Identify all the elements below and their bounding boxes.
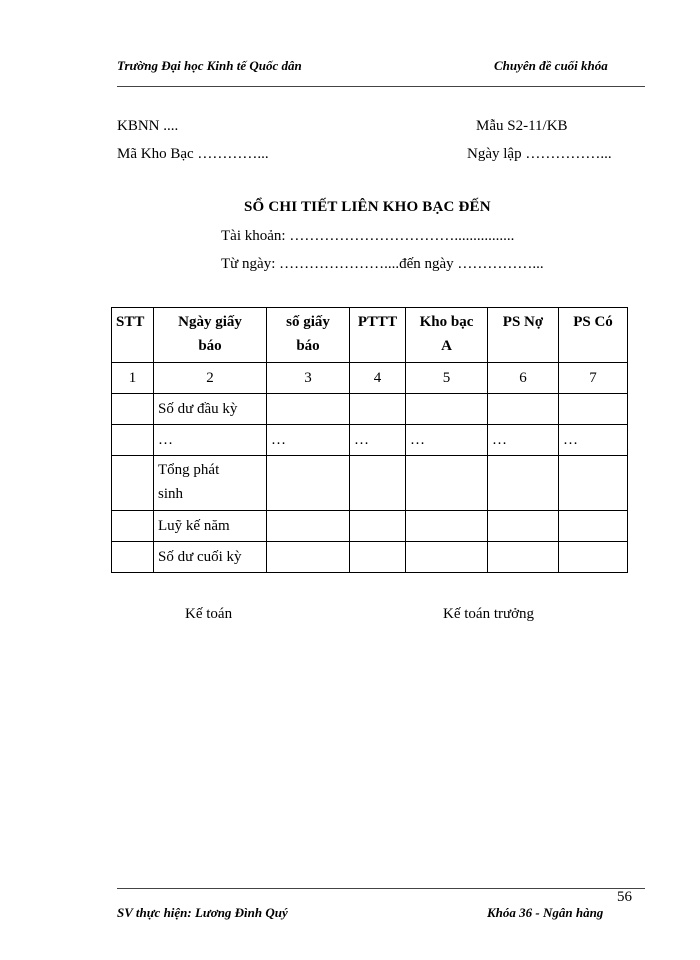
table-row-total-arising (112, 456, 628, 511)
table-cell (406, 456, 488, 511)
table-cell (559, 394, 628, 425)
table-cell (559, 511, 628, 542)
col-header-treasury-a: Kho bạc A (406, 308, 488, 363)
table-cell (112, 425, 154, 456)
table-cell (350, 456, 406, 511)
col-header-stt: STT (112, 308, 154, 363)
account-line: Tài khoản: ……………………………................ (221, 228, 515, 244)
col-number: 2 (154, 363, 267, 394)
table-cell (488, 456, 559, 511)
table-cell (406, 511, 488, 542)
col-number: 4 (350, 363, 406, 394)
table-cell (350, 394, 406, 425)
table-cell (267, 394, 350, 425)
table-cell (112, 394, 154, 425)
header-left: Trường Đại học Kinh tế Quốc dân (117, 58, 302, 73)
form-code: Mẫu S2-11/KB (476, 118, 568, 134)
footer-left: SV thực hiện: Lương Đình Quý (117, 905, 288, 920)
table-cell (112, 511, 154, 542)
col-header-credit: PS Có (559, 308, 628, 363)
table-cell (559, 456, 628, 511)
col-number: 1 (112, 363, 154, 394)
col-header-notice-number: số giấy báo (267, 308, 350, 363)
kbnn-label: KBNN .... (117, 118, 179, 134)
table-cell (267, 511, 350, 542)
footer-right: Khóa 36 - Ngân hàng (487, 905, 604, 920)
ellipsis-cell: … (406, 425, 488, 456)
ellipsis-cell: … (559, 425, 628, 456)
col-number: 6 (488, 363, 559, 394)
table-cell (267, 542, 350, 573)
table-cell (350, 542, 406, 573)
column-number-row (112, 363, 628, 394)
footer-rule (117, 888, 645, 889)
page-number: 56 (617, 889, 632, 905)
header-right: Chuyên đề cuối khóa (494, 58, 608, 73)
table-cell (267, 456, 350, 511)
row-label: Luỹ kế năm (154, 511, 267, 542)
col-header-debit: PS Nợ (488, 308, 559, 363)
col-number: 7 (559, 363, 628, 394)
col-number: 3 (267, 363, 350, 394)
table-row-ellipsis (112, 425, 628, 456)
table-cell (559, 542, 628, 573)
date-made: Ngày lập ……………... (467, 146, 612, 162)
table-cell (406, 542, 488, 573)
table-cell (350, 511, 406, 542)
document-title: SỔ CHI TIẾT LIÊN KHO BẠC ĐẾN (244, 199, 491, 215)
table-cell (488, 542, 559, 573)
ellipsis-cell: … (267, 425, 350, 456)
table-cell (112, 456, 154, 511)
table-cell (112, 542, 154, 573)
table-cell (406, 394, 488, 425)
signature-chief-accountant: Kế toán trưởng (443, 606, 535, 622)
row-label: Số dư cuối kỳ (154, 542, 267, 573)
ledger-table (111, 307, 628, 573)
table-cell (488, 394, 559, 425)
row-label: Tổng phát sinh (154, 456, 267, 511)
col-header-notice-date: Ngày giấy báo (154, 308, 267, 363)
signature-accountant: Kế toán (185, 606, 233, 622)
header-rule (117, 86, 645, 87)
date-range-line: Từ ngày: …………………....đến ngày ……………... (221, 256, 544, 272)
table-row-year-to-date (112, 511, 628, 542)
col-number: 5 (406, 363, 488, 394)
treasury-code: Mã Kho Bạc …………... (117, 146, 269, 162)
table-row-closing-balance (112, 542, 628, 573)
col-header-pttt: PTTT (350, 308, 406, 363)
ellipsis-cell: … (350, 425, 406, 456)
table-cell (488, 511, 559, 542)
table-row-opening-balance (112, 394, 628, 425)
header-row (112, 308, 628, 363)
row-label: … (154, 425, 267, 456)
row-label: Số dư đầu kỳ (154, 394, 267, 425)
ellipsis-cell: … (488, 425, 559, 456)
